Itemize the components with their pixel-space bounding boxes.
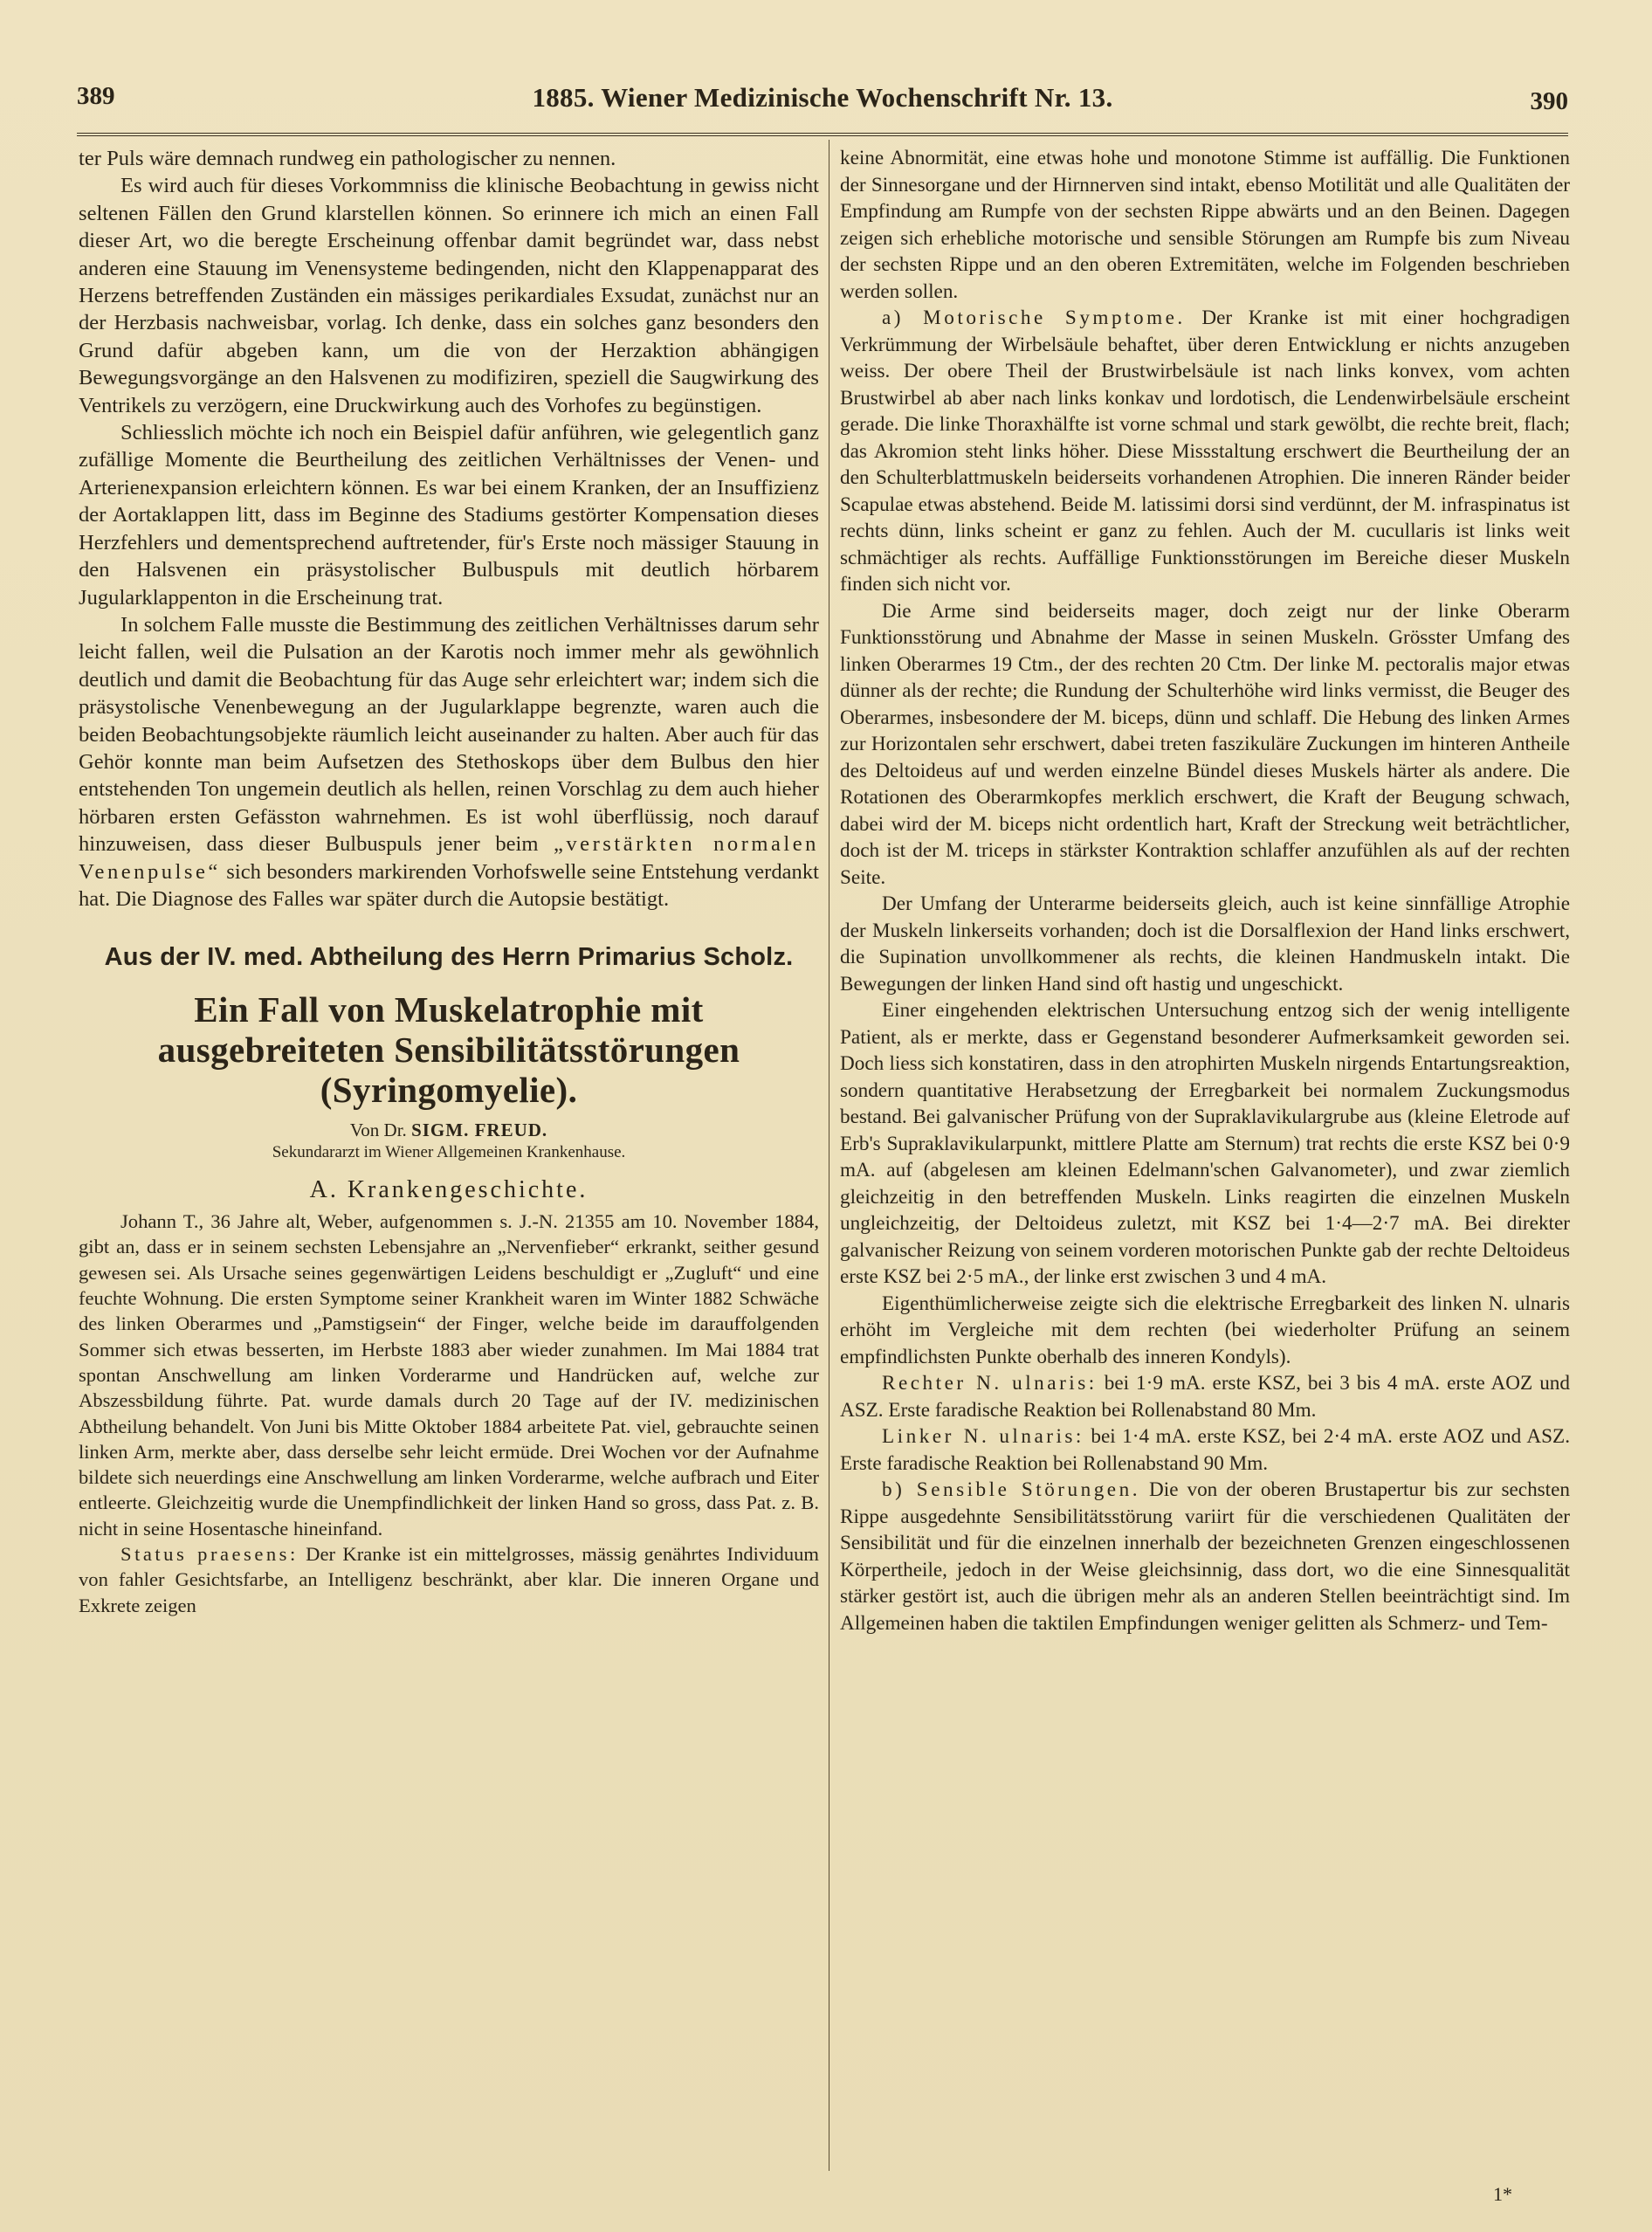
left-column [79,145,819,2180]
right-ulnaris-text: bei 1·9 mA. erste KSZ, bei 3 bis 4 mA. erste AOZ und ASZ. Erste faradische Reaktion bei Rollenabstand 80 Mm. [840,1372,1570,1422]
status-praesens-label: Status praesens: [120,1543,299,1566]
right-paragraph-6: Eigenthümlicherweise zeigte sich die elektrische Erregbarkeit des linken N. ulnaris erhöht im Vergleiche mit dem rechten (bei wiederholter Prüfung an seinem empfindlichsten Punkte oberhalb des inneren Kondyls). [840,1292,1570,1368]
status-praesens-paragraph [79,1541,819,1618]
page-number-right: 390 [1530,87,1568,115]
right-paragraph-5: Einer eingehenden elektrischen Untersuchung entzog sich der wenig intelligente Patient, als er merkte, dass er Gegenstand besonderer Aufmerksamkeit geworden sei. Doch liess sich konstatiren, dass in den atrophirten Muskeln nirgends Entartungsreaktion, sondern quantitative Herabsetzung der Erregbarkeit bei normalem Zuckungsmodus bestand. Bei galvanischer Prüfung von der Supraklavikulargrube aus (kleine Eletrode auf Erb's Supraklavikularpunkt, mittlere Platte am Sternum) trat rechts die erste KSZ bei 0·9 mA. auf (abgelesen am kleinen Edelmann'schen Galvanometer), und zwar ziemlich gleichzeitig in den betreffenden Muskeln. Links reagirten die einzelnen Muskeln ungleichzeitig, der Deltoideus zuletzt, mit KSZ bei 1·4—2·7 mA. Bei direkter galvanischer Reizung von seinem vorderen motorischen Punkte gab der rechte Deltoideus erste KSZ bei 2·5 mA., der linke erst zwischen 3 und 4 mA. [840,999,1570,1288]
left-paragraph-4 [79,611,819,913]
left-paragraph-4-end: sich besonders markirenden Vorhofswelle seine Entstehung verdankt hat. Die Diagnose des Falles war später durch die Autopsie bestätigt. [79,859,819,911]
left-ulnaris-text: bei 1·4 mA. erste KSZ, bei 2·4 mA. erste AOZ und ASZ. Erste faradische Reaktion bei Rollenabstand 90 Mm. [840,1425,1570,1475]
running-title: 1885. Wiener Medizinische Wochenschrift Nr. 13. [532,82,1113,113]
left-ulnaris-paragraph [840,1423,1570,1477]
left-paragraph-1: ter Puls wäre demnach rundweg ein pathologischer zu nennen. [79,147,616,170]
left-paragraph-3: Schliesslich möchte ich noch ein Beispiel dafür anführen, wie gelegentlich ganz zufällige Momente die Beurtheilung des zeitlichen Verhältnisses der Venen- und Arterienexpansion erleichtern können. Es war bei einem Kranken, der an Insuffizienz der Aortaklappen litt, dass im Beginne des Stadiums gestörter Kompensation dieses Herzfehlers und dementsprechend auftretender, für's Erste noch mässiger Stauung in den Halsvenen ein präsystolischer Bulbuspuls mit deutlich hörbarem Jugularklappenton in die Erscheinung trat. [79,421,819,610]
motor-symptoms-paragraph [840,305,1570,598]
left-paragraph-4-text: In solchem Falle musste die Bestimmung des zeitlichen Verhältnisses darum sehr leicht fallen, weil die Pulsation an der Karotis noch immer mehr als gewöhnlich deutlich und damit die Beobachtung für das Auge sehr erleichtert war; indem sich die präsystolische Venenbewegung an der Jugularklappe begrenzte, waren auch die beiden Beobachtungsobjekte räumlich leicht auseinander zu halten. Aber auch für das Gehör konnte man beim Aufsetzen des Stethoskops über dem Bulbus den hier entstehenden Ton ungemein deutlich als hellen, reinen Vorschlag zu dem auch hieher hörbaren ersten Gefässton wahrnehmen. Es ist wohl überflüssig, noch darauf hinzuweisen, dass dieser Bulbuspuls jener beim [79,612,819,857]
motor-symptoms-label: a) Motorische Symptome. [882,307,1186,329]
right-paragraph-1: keine Abnormität, eine etwas hohe und monotone Stimme ist auffällig. Die Funktionen der Sinnesorgane und der Hirnnerven sind intakt, ebenso Motilität und alle Qualitäten der Empfindung am Rumpfe von der sechsten Rippe abwärts und an den Beinen. Dagegen zeigen sich erhebliche motorische und sensible Störungen am Rumpfe bis zum Niveau der sechsten Rippe und an den oberen Extremitäten, welche im Folgenden beschrieben werden sollen. [840,147,1570,303]
right-column [840,145,1570,2180]
subsection-heading: A. Krankengeschichte. [309,1175,589,1203]
left-paragraph-2: Es wird auch für dieses Vorkommniss die klinische Beobachtung in gewiss nicht seltenen Fällen den Grund klarstellen können. So erinnere ich mich an einen Fall dieser Art, wo die beregte Erscheinung offenbar damit begründet war, dass nebst anderen eine Stauung im Venensysteme bedingenden, nicht den Klappenapparat des Herzens betreffenden Zuständen ein mässiges perikardiales Exsudat, zunächst nur an der Herzbasis nachweisbar, vorlag. Ich denke, dass ein solches ganz besonders den Grund dafür abgeben kann, um die von der Herzaktion abhängigen Bewegungsvorgänge an den Halsvenen zu modifiziren, speziell die Saugwirkung des Ventrikels zu verzögern, eine Druckwirkung auch des Vorhofes zu begünstigen. [79,174,819,417]
right-ulnaris-label: Rechter N. ulnaris: [882,1372,1098,1395]
right-paragraph-4: Der Umfang der Unterarme beiderseits gleich, auch ist keine sinnfällige Atrophie der Muskeln linkerseits vorhanden; doch ist die Dorsalflexion der Hand links erschwert, die Supination unvollkommener als rechts, die kleinen Handmuskeln intakt. Die Bewegungen der linken Hand sind oft hastig und ungeschickt. [840,892,1570,995]
signature-mark: 1* [1493,2183,1512,2205]
page-header [77,72,1568,124]
page-number-left: 389 [77,82,115,110]
motor-symptoms-text: Der Kranke ist mit einer hochgradigen Verkrümmung der Wirbelsäule behaftet, über deren Entwicklung er nichts anzugeben weiss. Der obere Theil der Brustwirbelsäule ist nach links konvex, vom achten Brustwirbel ab aber nach links konkav und lordotisch, die Lendenwirbelsäule erscheint gerade. Die linke Thoraxhälfte ist vorne schmal und stark gewölbt, die rechte breit, flach; das Akromion steht links höher. Diese Missstaltung erschwert die Beurtheilung der an den Schulterblattmuskeln beiderseits vorhandenen Atrophien. Die inneren Ränder beider Scapulae etwas abstehend. Beide M. latissimi dorsi sind verdünnt, der M. infraspinatus ist rechts dünn, links scheint er ganz zu fehlen. Auch der M. cucullaris ist links weit schmächtiger als rechts. Auffällige Funktionsstörungen im Bereiche dieser Muskeln finden sich nicht vor. [840,307,1570,596]
sensory-disturbances-text: Die von der oberen Brustapertur bis zur sechsten Rippe ausgedehnte Sensibilitätsstörung variirt für die verschiedenen Qualitäten der Sensibilität und für die einzelnen innerhalb der bezeichneten Grenzen eingeschlossenen Körpertheile, jedoch in der Weise gleichsinnig, dass dort, wo die eine Sinnesqualität stärker gestört ist, auch die übrigen mehr als an anderen Stellen beeinträchtigt sind. Im Allgemeinen haben die taktilen Empfindungen weniger gelitten als Schmerz- und Tem- [840,1478,1570,1635]
byline-prefix: Von Dr. [349,1119,407,1140]
byline [79,1119,819,1141]
sensory-disturbances-label: b) Sensible Störungen. [882,1478,1140,1501]
section-heading: Aus der IV. med. Abtheilung des Herrn Primarius Scholz. [104,943,794,972]
author-affiliation: Sekundararzt im Wiener Allgemeinen Krankenhause. [272,1142,626,1161]
case-history-paragraph: Johann T., 36 Jahre alt, Weber, aufgenommen s. J.-N. 21355 am 10. November 1884, gibt an, dass er in seinem sechsten Lebensjahre an „Nervenfieber“ erkrankt, seither gesund gewesen sei. Als Ursache seines gegenwärtigen Leidens beschuldigt er „Zugluft“ und eine feuchte Wohnung. Die ersten Symptome seiner Krankheit waren im Winter 1882 Schwäche des linken Oberarmes und „Pamstigsein“ der Finger, welche beide im darauffolgenden Sommer sich etwas besserten, im Herbste 1883 aber wieder zunahmen. Im Mai 1884 trat spontan Anschwellung am linken Vorderarme und Handrücken auf, welche zur Abszessbildung führte. Pat. wurde damals durch 20 Tage auf der IV. medizinischen Abtheilung behandelt. Von Juni bis Mitte Oktober 1884 arbeitete Pat. viel, gebrauchte seinen linken Arm, merkte aber, dass derselbe sehr leicht ermüde. Drei Wochen vor der Aufnahme bildete sich neuerdings eine Anschwellung am linken Vorderarme, welche aufbrach und Eiter entleerte. Gleichzeitig wurde die Unempfindlichkeit der linken Hand so gross, dass Pat. z. B. nicht in seine Hosentasche hineinfand. [79,1210,819,1540]
article-title: Ein Fall von Muskelatrophie mit ausgebreiteten Sensibilitätsstörungen (Syringomyelie). [157,989,740,1110]
right-paragraph-3: Die Arme sind beiderseits mager, doch zeigt nur der linke Oberarm Funktionsstörung und Abnahme der Masse in seinen Muskeln. Grösster Umfang des linken Oberarmes 19 Ctm., der des rechten 20 Ctm. Der linke M. pectoralis major etwas dünner als der rechte; die Rundung der Schulterhöhe wird links vermisst, die Beuger des Oberarmes, insbesondere der M. biceps, dünn und schlaff. Die Hebung des linken Armes zur Horizontalen sehr erschwert, dabei treten faszikuläre Zuckungen im hinteren Antheile des Deltoideus auf und werden einzelne Bündel dieses Muskels härter als andere. Die Rotationen des Oberarmkopfes merklich erschwert, die Kraft der Beugung schwach, dabei wird der M. biceps nicht ordentlich hart, Kraft der Streckung weit beträchtlicher, doch ist der M. triceps in stärkster Kontraktion schlaffer anzufühlen als auf der rechten Seite. [840,599,1570,889]
author-name: SIGM. FREUD. [411,1119,548,1140]
status-praesens-text: Der Kranke ist ein mittelgrosses, mässig genährtes Individuum von fahler Gesichtsfarbe, an Intelligenz beschränkt, aber klar. Die inneren Organe und Exkrete zeigen [79,1543,819,1616]
right-ulnaris-paragraph [840,1370,1570,1423]
left-ulnaris-label: Linker N. ulnaris: [882,1425,1084,1448]
emphasis-venenpulse: „verstärkten normalen Venenpulse“ [79,832,819,884]
header-rule [77,133,1568,136]
sensory-disturbances-paragraph [840,1477,1570,1636]
